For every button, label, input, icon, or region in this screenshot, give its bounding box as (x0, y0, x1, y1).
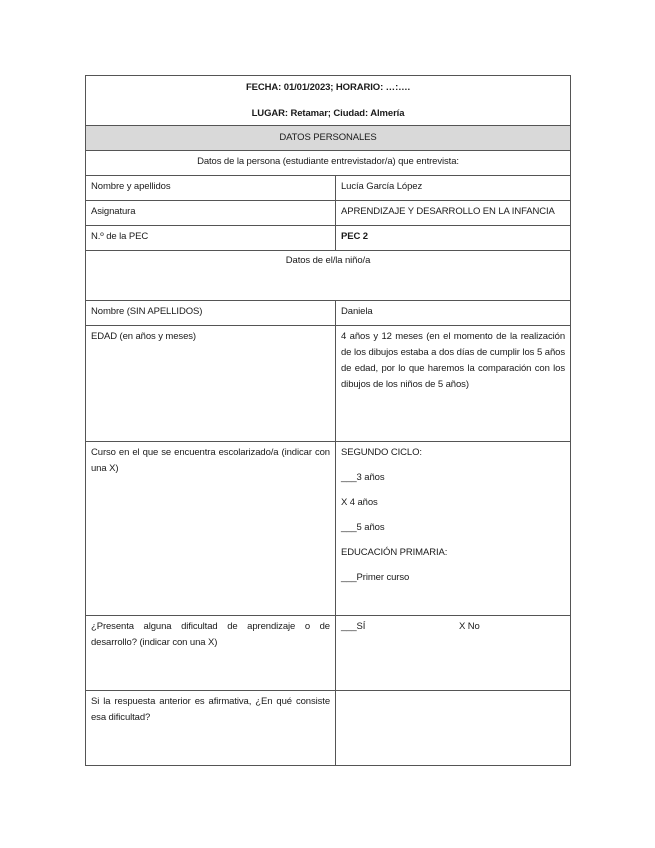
table-row (86, 442, 571, 616)
child-caption: Datos de el/la niño/a (86, 251, 571, 301)
option-4-years: X 4 años (341, 497, 378, 508)
section-title: DATOS PERSONALES (86, 126, 571, 151)
name-value: Lucía García López (336, 176, 571, 201)
pec-label: N.º de la PEC (86, 226, 336, 251)
lugar-ciudad: LUGAR: Retamar; Ciudad: Almería (251, 108, 405, 119)
table-row (86, 226, 571, 251)
table-row (86, 201, 571, 226)
interviewer-caption-row (86, 151, 571, 176)
table-row (86, 301, 571, 326)
pec-value: PEC 2 (336, 226, 571, 251)
table-row (86, 176, 571, 201)
interviewer-caption: Datos de la persona (estudiante entrevistador/a) que entrevista: (86, 151, 571, 176)
subject-value: APRENDIZAJE Y DESARROLLO EN LA INFANCIA (336, 201, 571, 226)
course-label: Curso en el que se encuentra escolarizado/a (indicar con una X) (86, 442, 336, 616)
course-options (336, 442, 571, 616)
header-row (86, 76, 571, 126)
ciclo-heading: SEGUNDO CICLO: (341, 447, 422, 458)
option-5-years: ___5 años (341, 522, 385, 533)
difficulty-detail-label: Si la respuesta anterior es afirmativa, ¿En qué consiste esa dificultad? (86, 691, 336, 766)
option-3-years: ___3 años (341, 472, 385, 483)
option-primer-curso: ___Primer curso (341, 572, 410, 583)
subject-label: Asignatura (86, 201, 336, 226)
child-name-label: Nombre (SIN APELLIDOS) (86, 301, 336, 326)
table-row (86, 326, 571, 442)
primaria-heading: EDUCACIÓN PRIMARIA: (341, 547, 448, 558)
section-title-row (86, 126, 571, 151)
form-table (85, 75, 571, 766)
name-label: Nombre y apellidos (86, 176, 336, 201)
difficulty-label: ¿Presenta alguna dificultad de aprendizaje o de desarrollo? (indicar con una X) (86, 616, 336, 691)
fecha-horario: FECHA: 01/01/2023; HORARIO: …:…. (245, 82, 411, 93)
age-label: EDAD (en años y meses) (86, 326, 336, 442)
difficulty-no: X No (459, 621, 480, 632)
table-row (86, 616, 571, 691)
table-row (86, 691, 571, 766)
age-value: 4 años y 12 meses (en el momento de la realización de los dibujos estaba a dos días de cumplir los 5 años de edad, por lo que haremos la comparación con los dibujos de los niños de 5 años) (336, 326, 571, 442)
interview-form (85, 75, 570, 766)
child-caption-row (86, 251, 571, 301)
difficulty-detail-value (336, 691, 571, 766)
child-name-value: Daniela (336, 301, 571, 326)
difficulty-si: ___SÍ (341, 621, 366, 632)
difficulty-options (336, 616, 571, 691)
